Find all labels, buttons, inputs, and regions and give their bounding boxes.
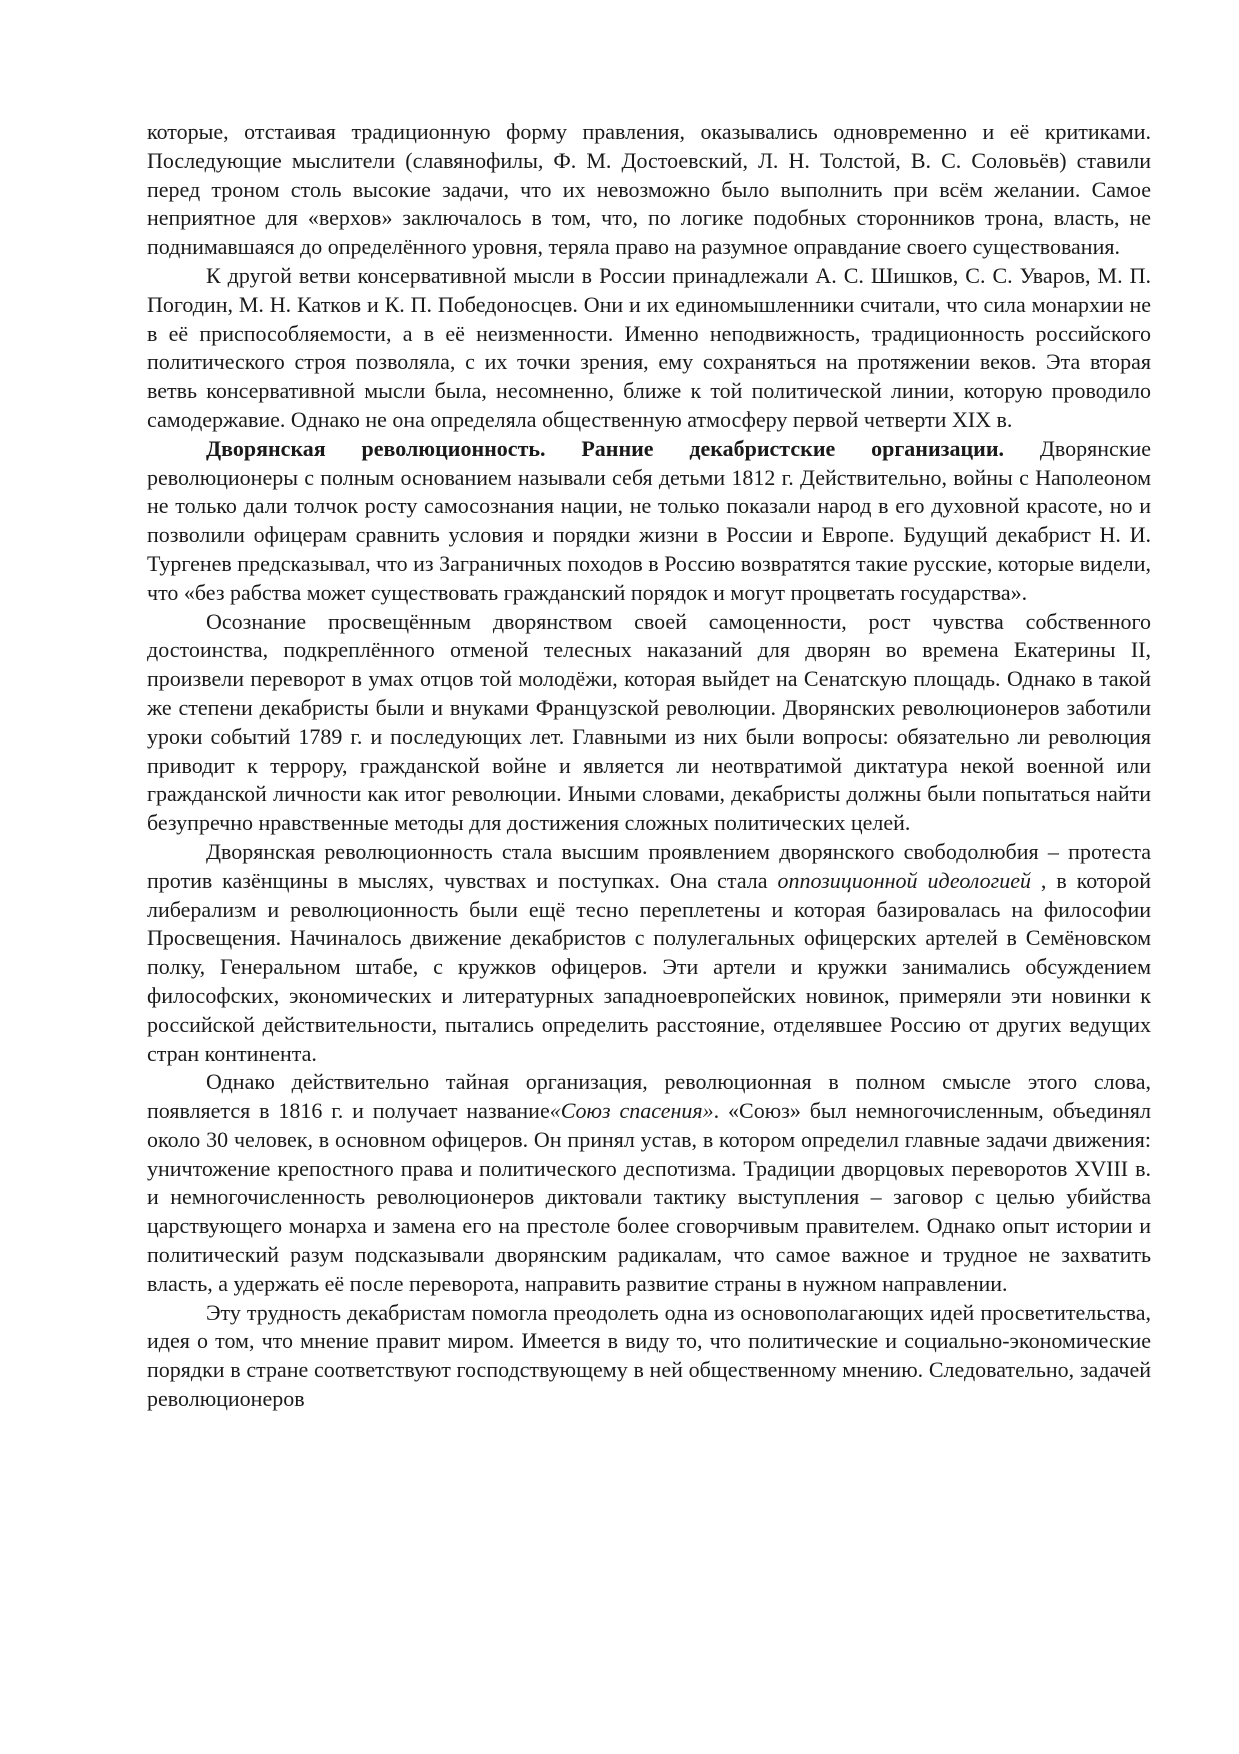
- paragraph-5-text-b: , в которой либерализм и революционность были ещё тесно переплетены и которая базировалась на философии Просвещения. Начиналось движение декабристов с полулегальных офицерских артелей в Семёновском полку, Генеральном штабе, с кружков офицеров. Эти артели и кружки занимались обсуждением философских, экономических и литературных западноевропейских новинок, примеряли эти новинки к российской действительности, пытались определить расстояние, отделявшее Россию от других ведущих стран континента.: [147, 867, 1152, 1066]
- paragraph-3: [147, 435, 1151, 608]
- paragraph-1-text: которые, отстаивая традиционную форму правления, оказывались одновременно и её критиками. Последующие мыслители (славянофилы, Ф. М. Достоевский, Л. Н. Толстой, В. С. Соловьёв) ставили перед троном столь высокие задачи, что их невозможно было выполнить при всём желании. Самое неприятное для «верхов» заключалось в том, что, по логике подобных сторонников трона, власть, не поднимавшаяся до определённого уровня, теряла право на разумное оправдание своего существования.: [147, 119, 1151, 260]
- paragraph-7: [147, 1299, 1151, 1414]
- paragraph-2-text: К другой ветви консервативной мысли в России принадлежали А. С. Шишков, С. С. Уваров, М. П. Погодин, М. Н. Катков и К. П. Победоносцев. Они и их единомышленники считали, что сила монархии не в её приспособляемости, а в её неизменности. Именно неподвижность, традиционность российского политического строя позволяла, с их точки зрения, ему сохраняться на протяжении веков. Эта вторая ветвь консервативной мысли была, несомненно, ближе к той политической линии, которую проводило самодержавие. Однако не она определяла общественную атмосферу первой четверти XIX в.: [147, 262, 1151, 432]
- italic-term: оппозиционной идеологией: [777, 867, 1032, 893]
- paragraph-2: [147, 262, 1151, 435]
- paragraph-3-text: Дворянские революционеры с полным основанием называли себя детьми 1812 г. Действительно, войны с Наполеоном не только дали толчок росту самосознания нации, не только показали народ в его духовной красоте, но и позволили офицерам сравнить условия и порядки жизни в России и Европе. Будущий декабрист Н. И. Тургенев предсказывал, что из Заграничных походов в Россию возвратятся такие русские, которые видели, что «без рабства может существовать гражданский порядок и могут процветать государства».: [147, 435, 1151, 605]
- paragraph-7-text: Эту трудность декабристам помогла преодолеть одна из основополагающих идей просветительства, идея о том, что мнение правит миром. Имеется в виду то, что политические и социально-экономические порядки в стране соответствуют господствующему в ней общественному мнению. Следовательно, задачей революционеров: [147, 1299, 1151, 1412]
- paragraph-4-text: Осознание просвещённым дворянством своей самоценности, рост чувства собственного достоинства, подкреплённого отменой телесных наказаний для дворян во времена Екатерины II, произвели переворот в умах отцов той молодёжи, которая выйдет на Сенатскую площадь. Однако в такой же степени декабристы были и внуками Французской революции. Дворянских революционеров заботили уроки событий 1789 г. и последующих лет. Главными из них были вопросы: обязательно ли революция приводит к террору, гражданской войне и является ли неотвратимой диктатура некой военной или гражданской личности как итог революции. Иными словами, декабристы должны были попытаться найти безупречно нравственные методы для достижения сложных политических целей.: [147, 608, 1151, 836]
- paragraph-6-text-b: . «Союз» был немногочисленным, объединял около 30 человек, в основном офицеров. Он принял устав, в котором определил главные задачи движения: уничтожение крепостного права и политического деспотизма. Традиции дворцовых переворотов XVIII в. и немногочисленность революционеров диктовали тактику выступления – заговор с целью убийства царствующего монарха и замена его на престоле более сговорчивым правителем. Однако опыт истории и политический разум подсказывали дворянским радикалам, что самое важное и трудное не захватить власть, а удержать её после переворота, направить развитие страны в нужном направлении.: [147, 1098, 1151, 1296]
- document-page: [147, 118, 1151, 1414]
- paragraph-6: [147, 1068, 1151, 1298]
- paragraph-5: [147, 838, 1151, 1068]
- paragraph-5-text-a: Дворянская революционность стала высшим проявлением дворянского свободолюбия – протеста против казёнщины в мыслях, чувствах и поступках. Она стала: [147, 838, 1151, 893]
- paragraph-1: [147, 118, 1151, 262]
- section-heading: Дворянская революционность. Ранние декабристские организации.: [206, 435, 1005, 461]
- paragraph-6-text-a: Однако действительно тайная организация, революционная в полном смысле этого слова, появляется в 1816 г. и получает название: [147, 1069, 1151, 1124]
- paragraph-4: [147, 608, 1151, 838]
- italic-organization-name: «Союз спасения»: [549, 1098, 714, 1124]
